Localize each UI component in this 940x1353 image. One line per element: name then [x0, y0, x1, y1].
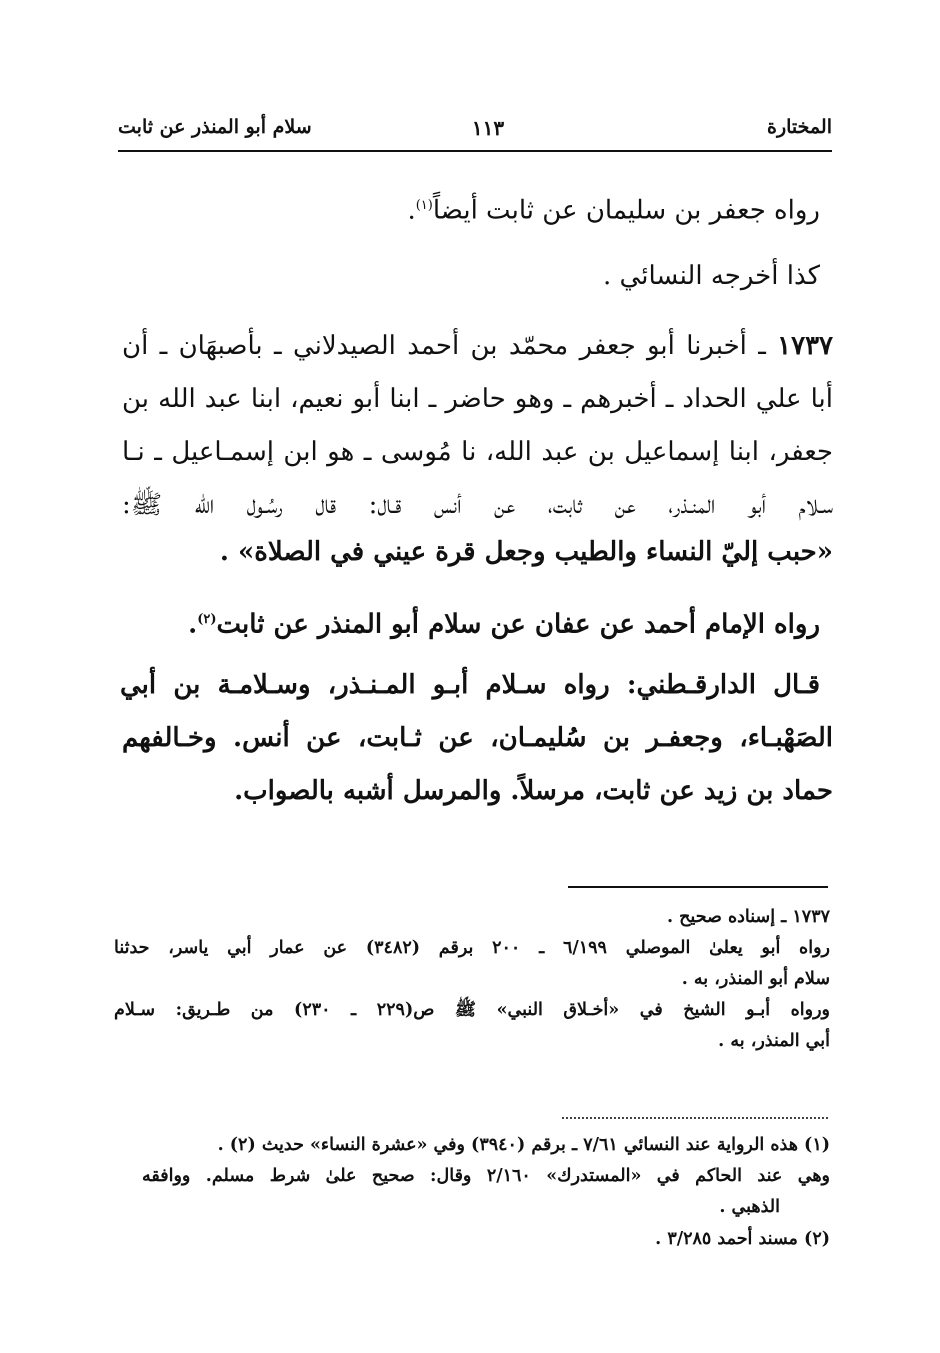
footnote-ref-2: (٢) — [197, 612, 217, 627]
takhrij-line-5: أبي المنذر، به . — [718, 1031, 830, 1051]
paragraph-1-end: . — [407, 195, 416, 226]
footnote-2: (٢) مسند أحمد ٣/٢٨٥ . — [655, 1229, 830, 1249]
paragraph-3-end: . — [188, 609, 198, 640]
takhrij-line-4: ورواه أبـو الشيخ في «أخـلاق النبي» ﷺ ص(٢٢٩ ـ ٢٣٠) من طـريق: سـلام — [114, 1000, 830, 1020]
paragraph-1-text: رواه جعفر بن سليمان عن ثابت أيضاً — [432, 195, 820, 226]
running-header — [118, 112, 832, 148]
page-number: ١١٣ — [471, 116, 505, 140]
footnote-ref-1: (١) — [415, 198, 433, 213]
hadith-number: ١٧٣٧ — [777, 331, 833, 361]
hadith-line-4: سـلام أبو المنـذر، عن ثابت، عن أنس قـال: قال رسُـول الله ﷺ: — [122, 490, 833, 520]
footnote-1-cont: وهي عند الحاكم في «المستدرك» ٢/١٦٠ وقال: صحيح علىٰ شرط مسلم. ووافقه — [142, 1166, 830, 1186]
takhrij-line-3: سلام أبو المنذر، به . — [681, 969, 830, 989]
footnote-rule — [562, 1117, 828, 1119]
hadith-line-2: أبا علي الحداد ـ أخبرهم ـ وهو حاضر ـ ابنا أبو نعيم، ابنا عبد الله بن — [122, 384, 833, 414]
takhrij-line-1: ١٧٣٧ ـ إسناده صحيح . — [666, 907, 830, 927]
paragraph-3-text: رواه الإمام أحمد عن عفان عن سلام أبو المنذر عن ثابت — [216, 609, 820, 640]
paragraph-3 — [188, 600, 820, 645]
header-rule — [118, 150, 832, 152]
chapter-title: سلام أبو المنذر عن ثابت — [118, 116, 312, 138]
takhrij-line-2: رواه أبو يعلىٰ الموصلي ٦/١٩٩ ـ ٢٠٠ برقم (٣٤٨٢) عن عمار أبي ياسر، حدثنا — [114, 938, 830, 958]
takhrij-rule — [568, 886, 828, 888]
paragraph-1 — [407, 186, 820, 231]
daraqutni-line-1: قـال الدارقـطني: رواه سـلام أبـو المـنـذر، وسـلامـة بن أبي — [120, 670, 820, 700]
paragraph-2: كذا أخرجه النسائي . — [603, 261, 820, 291]
hadith-line-1 — [122, 326, 833, 366]
footnote-1-end: الذهبي . — [719, 1197, 780, 1217]
daraqutni-line-2: الصَهْبـاء، وجعفـر بن سُليمـان، عن ثـابت، عن أنس. وخـالفهم — [122, 723, 833, 753]
footnote-1: (١) هذه الرواية عند النسائي ٧/٦١ ـ برقم (٣٩٤٠) وفي «عشرة النساء» حديث (٢) . — [217, 1135, 830, 1155]
daraqutni-line-3: حماد بن زيد عن ثابت، مرسلاً. والمرسل أشبه بالصواب. — [234, 776, 833, 806]
hadith-matn: «حبب إليّ النساء والطيب وجعل قرة عيني في الصلاة» . — [219, 537, 833, 567]
hadith-line-3: جعفر، ابنا إسماعيل بن عبد الله، نا مُوسى ـ هو ابن إسمـاعيل ـ نـا — [122, 437, 833, 467]
hadith-line-1-text: ـ أخبرنا أبو جعفر محمّد بن أحمد الصيدلاني ـ بأصبهَان ـ أن — [122, 331, 766, 361]
book-title: المختارة — [767, 116, 832, 138]
